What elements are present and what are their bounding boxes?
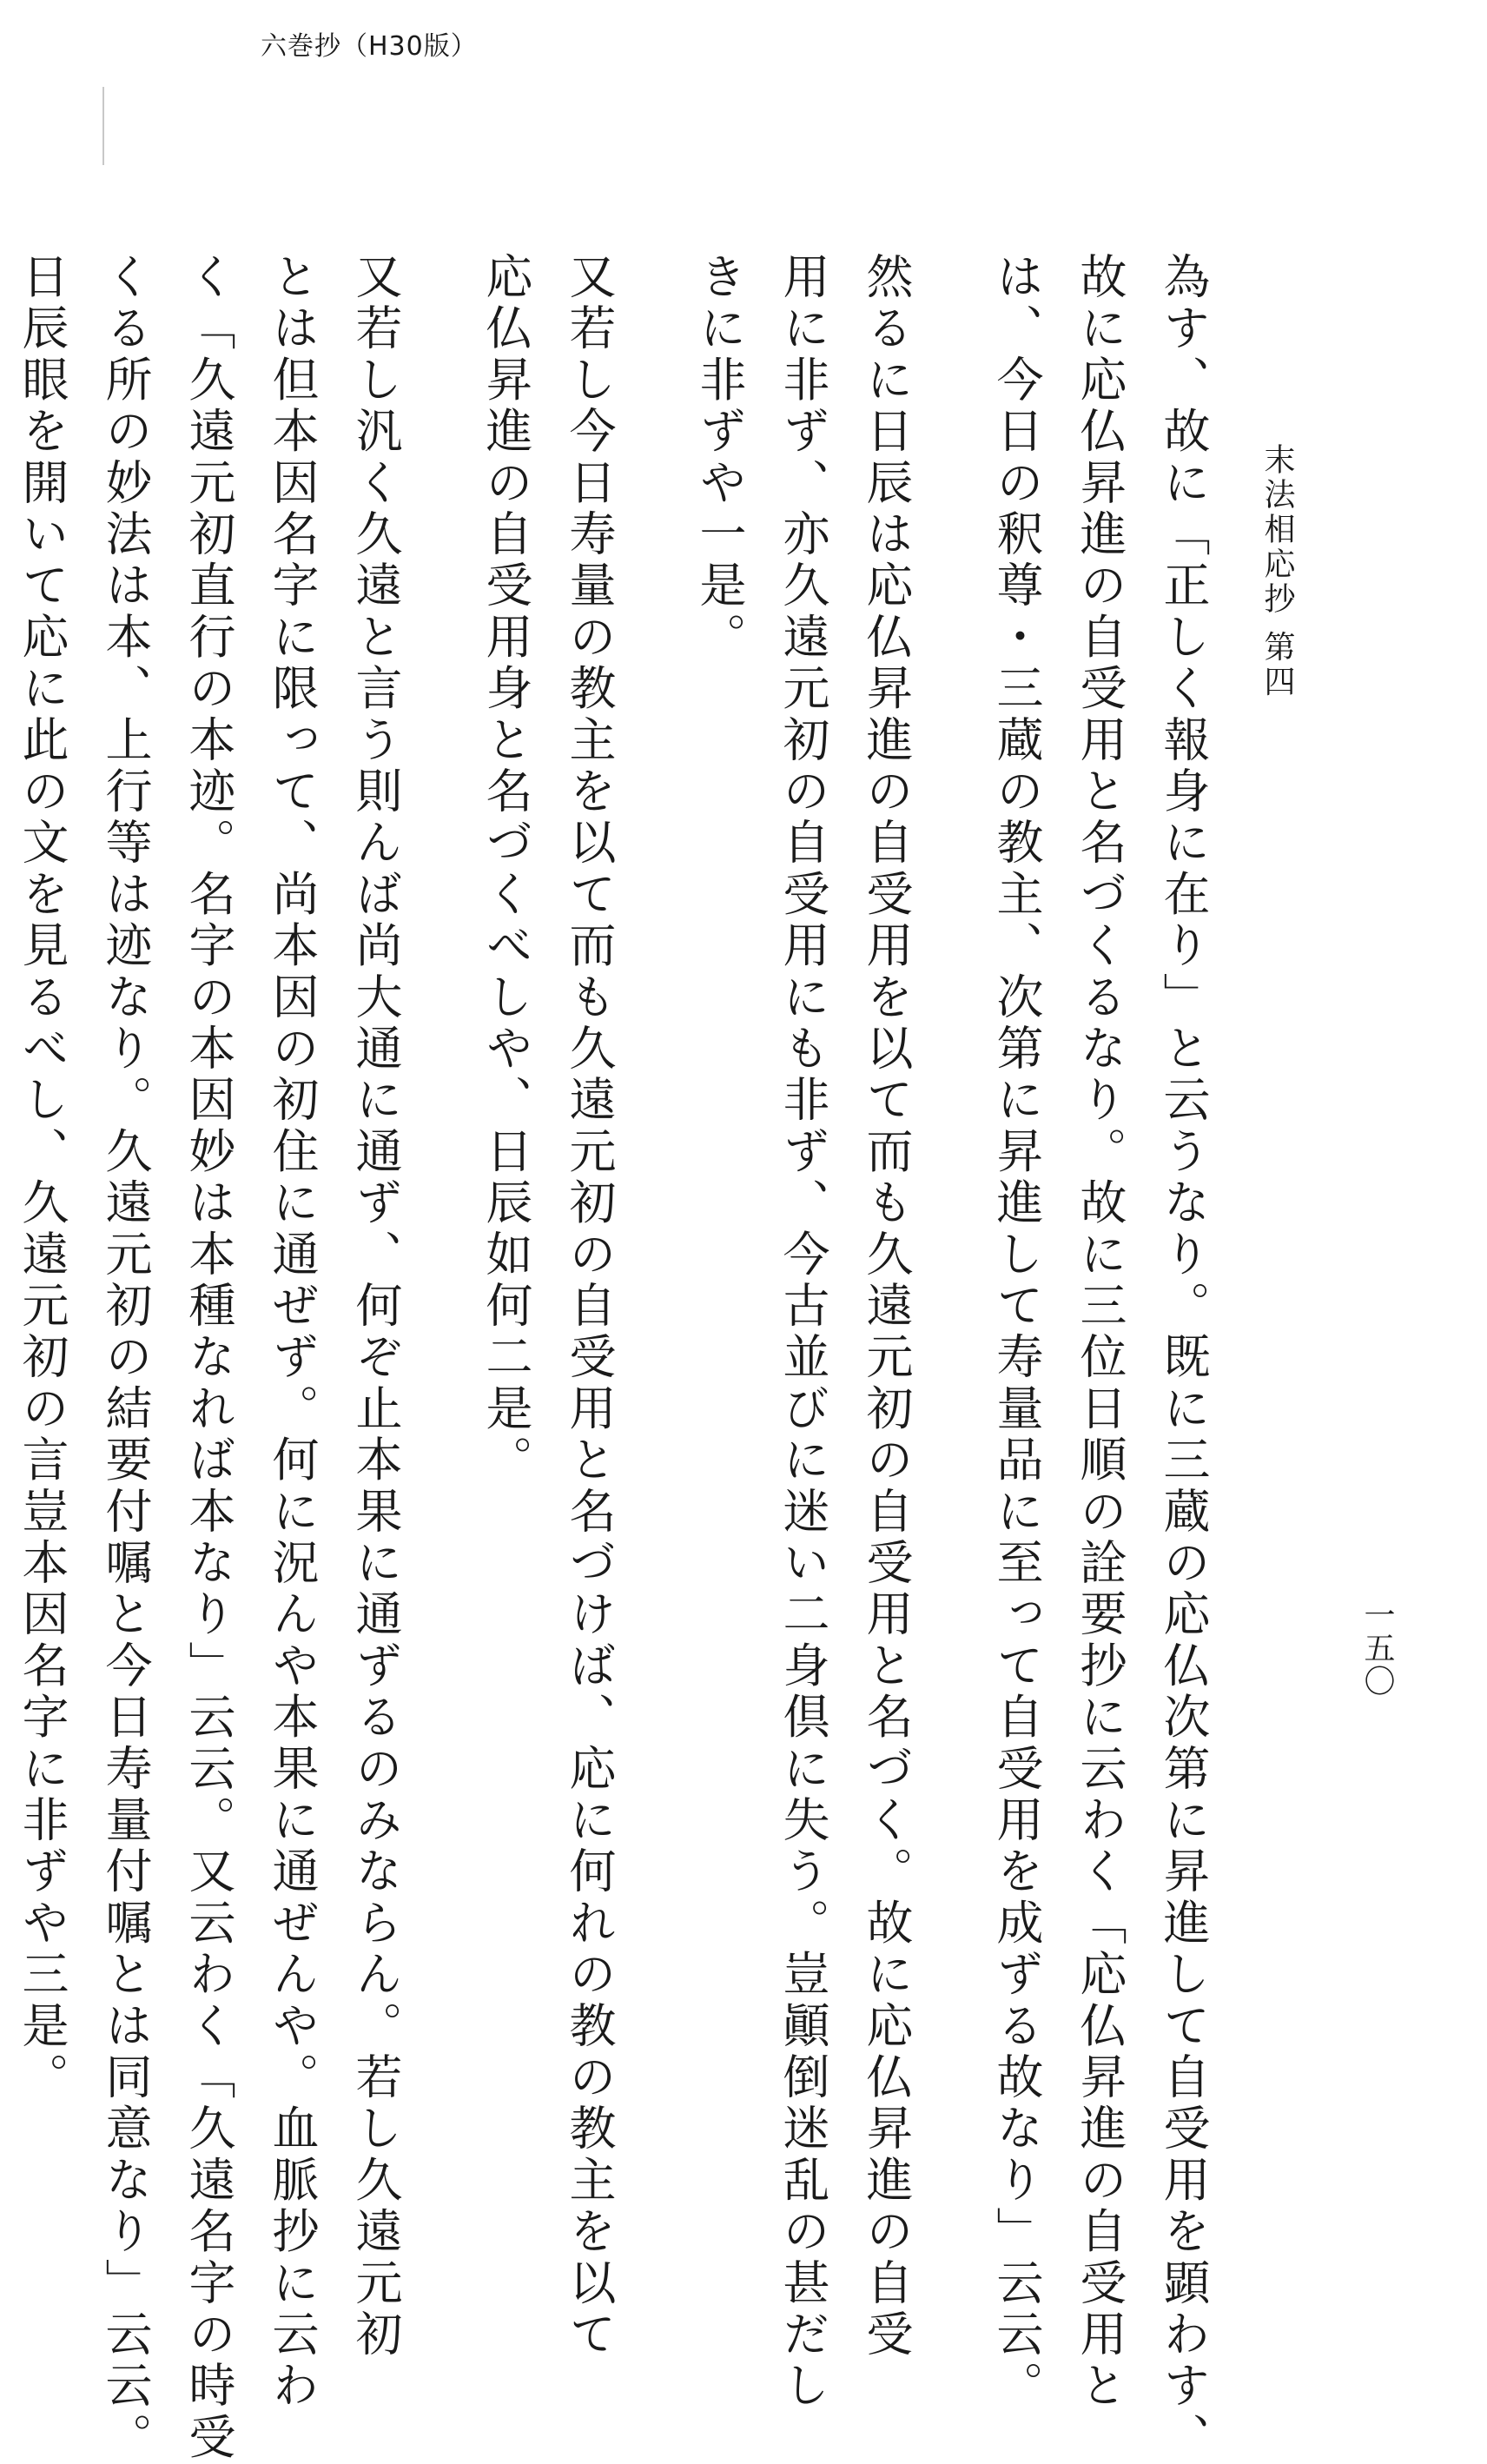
- edition-label: 六巻抄（H30版）: [261, 31, 478, 62]
- text-line-9: 又若し汎く久遠と言う則んば尚大通に通ず、何ぞ止本果に通ずるのみならん。若し久遠元初: [348, 252, 403, 2361]
- text-line-3: は、今日の釈尊・三蔵の教主、次第に昇進して寿量品に至って自受用を成ずる故なり」云云。: [989, 252, 1044, 2413]
- page-number: 一五〇: [1359, 1599, 1395, 1698]
- text-line-6: きに非ずや一是。: [692, 252, 747, 664]
- text-line-12: くる所の妙法は本、上行等は迹なり。久遠元初の結要付嘱と今日寿量付嘱とは同意なり」云云。: [98, 252, 153, 2464]
- text-line-4: 然るに日辰は応仏昇進の自受用を以て而も久遠元初の自受用と名づく。故に応仏昇進の自受: [859, 252, 914, 2361]
- text-line-8: 応仏昇進の自受用身と名づくべしや、日辰如何二是。: [479, 252, 533, 1487]
- text-line-7: 又若し今日寿量の教主を以て而も久遠元初の自受用と名づけば、応に何れの教の教主を以て: [562, 252, 617, 2361]
- scan-artifact: [102, 87, 104, 165]
- text-line-1: 為す、故に「正しく報身に在り」と云うなり。既に三蔵の応仏次第に昇進して自受用を顕わす、: [1156, 252, 1211, 2464]
- running-title: 末法相応抄 第四: [1259, 443, 1295, 700]
- text-line-2: 故に応仏昇進の自受用と名づくるなり。故に三位日順の詮要抄に云わく「応仏昇進の自受用と: [1073, 252, 1127, 2413]
- text-line-10: とは但本因名字に限って、尚本因の初住に通ぜず。何に況んや本果に通ぜんや。血脈抄に云わ: [265, 252, 320, 2413]
- text-line-13: 日辰眼を開いて応に此の文を見るべし、久遠元初の言豈本因名字に非ずや三是。: [15, 252, 69, 2104]
- text-line-11: く「久遠元初直行の本迹。名字の本因妙は本種なれば本なり」云云。又云わく「久遠名字の時受: [182, 252, 236, 2464]
- body-text: [15, 252, 1225, 2464]
- text-line-5: 用に非ず、亦久遠元初の自受用にも非ず、今古並びに迷い二身倶に失う。豈顚倒迷乱の甚だし: [776, 252, 830, 2413]
